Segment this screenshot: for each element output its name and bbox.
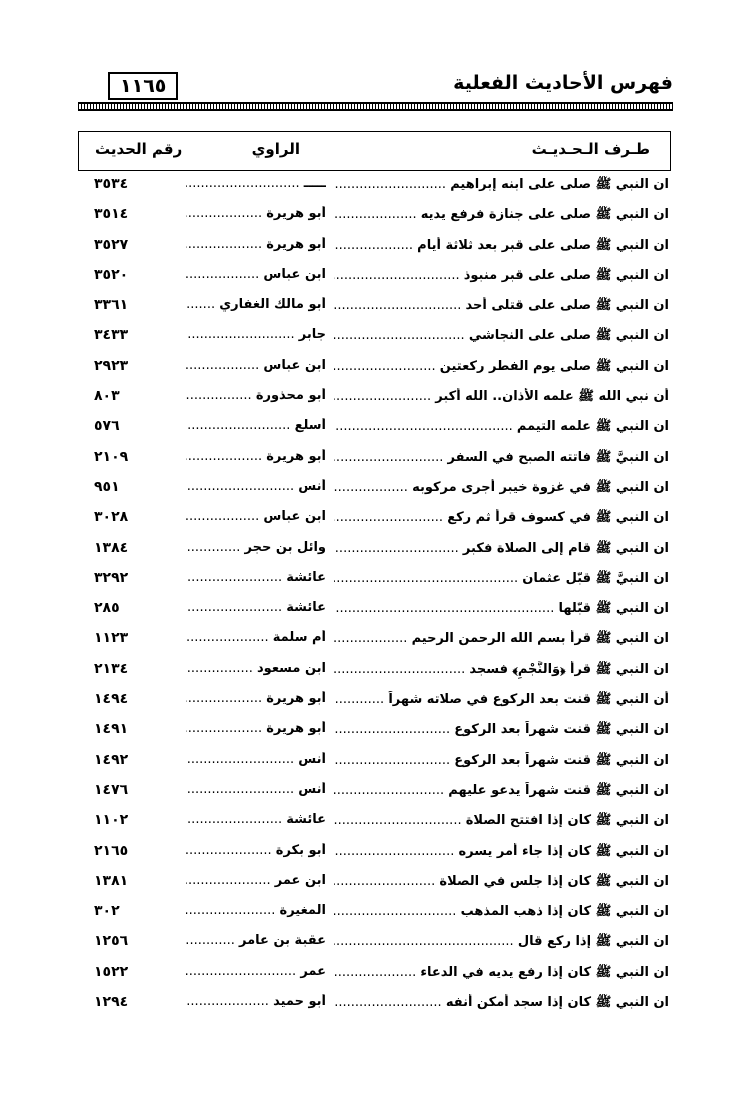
- hadith-text: ان النبي ﷺ كان إذا رفع يديه في الدعاء .....: [334, 964, 669, 983]
- hadith-text: ان النبي ﷺ صلى على جنازة فرفع يديه .....: [334, 206, 669, 225]
- index-list: [78, 176, 671, 1024]
- page-title: فهرس الأحاديث الفعلية: [453, 72, 673, 94]
- list-item: [78, 267, 671, 297]
- narrator: أم سلمة .....: [186, 630, 326, 645]
- hadith-number: ٢١٦٥: [94, 842, 129, 859]
- list-item: [78, 479, 671, 509]
- narrator: أبو مالك الغفاري .....: [186, 297, 326, 312]
- hadith-number: ٣٤٣٣: [94, 327, 129, 344]
- hadith-text: ان النبي ﷺ صلى على ابنه إبراهيم .....: [334, 176, 669, 195]
- hadith-text: ان النبي ﷺ قرأ بسم الله الرحمن الرحيم .....: [334, 630, 669, 649]
- narrator: ابن عباس .....: [186, 509, 326, 524]
- narrator: ابن عمر .....: [186, 873, 326, 888]
- hadith-text: ان النبي ﷺ صلى على النجاشي .....: [334, 327, 669, 346]
- list-item: [78, 449, 671, 479]
- hadith-text: أن نبي الله ﷺ علمه الأذان.. الله أكبر .....: [334, 388, 669, 407]
- narrator: أنس .....: [186, 479, 326, 494]
- hadith-number: ٩٥١: [94, 478, 120, 495]
- list-item: [78, 630, 671, 660]
- list-item: [78, 570, 671, 600]
- hadith-text: ان النبي ﷺ قبّلها .....: [334, 600, 669, 619]
- list-item: [78, 237, 671, 267]
- hadith-number: ١٣٨١: [94, 872, 129, 889]
- list-item: [78, 843, 671, 873]
- hadith-number: ١٢٩٤: [94, 994, 129, 1011]
- narrator: عائشة .....: [186, 812, 326, 827]
- list-item: [78, 176, 671, 206]
- narrator: أبو هريرة .....: [186, 449, 326, 464]
- hadith-text: ان النبي ﷺ صلى على قبر بعد ثلاثة أيام .....: [334, 237, 669, 256]
- hadith-number: ٥٧٦: [94, 418, 120, 435]
- narrator: عائشة .....: [186, 600, 326, 615]
- narrator: ـــــ .....: [186, 176, 326, 191]
- hadith-number: ١٤٩٢: [94, 751, 129, 768]
- hadith-number: ٣٥٣٤: [94, 176, 129, 192]
- narrator: عمر .....: [186, 964, 326, 979]
- narrator: أبو بكرة .....: [186, 843, 326, 858]
- hadith-number: ١٤٩٤: [94, 691, 129, 708]
- narrator: أبو محذورة .....: [186, 388, 326, 403]
- narrator: أبو هريرة .....: [186, 237, 326, 252]
- header-rule: [78, 102, 673, 111]
- hadith-number: ٣٠٢٨: [94, 509, 129, 526]
- hadith-text: ان النبيَّ ﷺ قبّل عثمان .....: [334, 570, 669, 589]
- hadith-text: ان النبي ﷺ علمه التيمم .....: [334, 418, 669, 437]
- hadith-text: ان النبي ﷺ كان إذا ذهب المذهب .....: [334, 903, 669, 922]
- list-item: [78, 752, 671, 782]
- list-item: [78, 873, 671, 903]
- column-header: [78, 131, 671, 171]
- list-item: [78, 933, 671, 963]
- hadith-number: ٣٥٢٠: [94, 266, 129, 283]
- hadith-number: ١٥٢٢: [94, 963, 129, 980]
- narrator: المغيرة .....: [186, 903, 326, 918]
- hadith-number: ٣٥٢٧: [94, 236, 129, 253]
- list-item: [78, 661, 671, 691]
- hadith-number: ١٤٩١: [94, 721, 129, 738]
- hadith-number: ٣٥١٤: [94, 206, 129, 223]
- hadith-text: ان النبي ﷺ كان إذا سجد أمكن أنفه .....: [334, 994, 669, 1013]
- hadith-text: ان النبي ﷺ في كسوف قرأ ثم ركع .....: [334, 509, 669, 528]
- narrator: وائل بن حجر .....: [186, 540, 326, 555]
- hadith-text: أن النبي ﷺ قنت بعد الركوع في صلاته شهراً .....: [334, 691, 669, 710]
- narrator: جابر .....: [186, 327, 326, 342]
- hadith-number: ١٢٥٦: [94, 933, 129, 950]
- page-number: ١١٦٥: [108, 72, 178, 100]
- hadith-number: ٢١٠٩: [94, 448, 129, 465]
- list-item: [78, 964, 671, 994]
- narrator: أبو هريرة .....: [186, 721, 326, 736]
- narrator: أبو هريرة .....: [186, 691, 326, 706]
- narrator: عقبة بن عامر .....: [186, 933, 326, 948]
- hadith-text: ان النبي ﷺ صلى على قتلى أحد .....: [334, 297, 669, 316]
- list-item: [78, 540, 671, 570]
- narrator: ابن عباس .....: [186, 267, 326, 282]
- list-item: [78, 782, 671, 812]
- hadith-text: ان النبي ﷺ كان إذا افتتح الصلاة .....: [334, 812, 669, 831]
- list-item: [78, 903, 671, 933]
- list-item: [78, 418, 671, 448]
- list-item: [78, 509, 671, 539]
- list-item: [78, 388, 671, 418]
- list-item: [78, 600, 671, 630]
- hadith-text: ان النبيَّ ﷺ فاتته الصبح في السفر .....: [334, 449, 669, 468]
- hadith-text: ان النبي ﷺ قنت شهراً يدعو عليهم .....: [334, 782, 669, 801]
- hadith-number: ١٤٧٦: [94, 781, 129, 798]
- hadith-text: ان النبي ﷺ كان إذا جلس في الصلاة .....: [334, 873, 669, 892]
- narrator: أنس .....: [186, 752, 326, 767]
- narrator: أبو هريرة .....: [186, 206, 326, 221]
- hadith-number: ٨٠٣: [94, 388, 120, 405]
- list-item: [78, 327, 671, 357]
- list-item: [78, 691, 671, 721]
- hadith-number: ٢٨٥: [94, 600, 120, 617]
- narrator: ابن مسعود .....: [186, 661, 326, 676]
- hadith-number: ٢١٣٤: [94, 660, 129, 677]
- hadith-number: ٣٣٦١: [94, 297, 129, 314]
- hadith-text: ان النبي ﷺ إذا ركع قال .....: [334, 933, 669, 952]
- hadith-text: ان النبي ﷺ قام إلى الصلاة فكبر .....: [334, 540, 669, 559]
- column-narrator-header: الراوي: [251, 140, 300, 158]
- hadith-text: ان النبي ﷺ قرأ ﴿وَالنَّجْمِ﴾ فسجد .....: [334, 661, 669, 680]
- narrator: عائشة .....: [186, 570, 326, 585]
- hadith-number: ٣٢٩٢: [94, 569, 129, 586]
- hadith-number: ٢٩٢٣: [94, 357, 129, 374]
- hadith-text: ان النبي ﷺ كان إذا جاء أمر يسره .....: [334, 843, 669, 862]
- narrator: أسلع .....: [186, 418, 326, 433]
- list-item: [78, 721, 671, 751]
- list-item: [78, 994, 671, 1024]
- hadith-number: ٣٠٢: [94, 903, 120, 920]
- narrator: أنس .....: [186, 782, 326, 797]
- hadith-text: ان النبي ﷺ في غزوة خيبر أجرى مركوبه .....: [334, 479, 669, 498]
- list-item: [78, 297, 671, 327]
- narrator: أبو حميد .....: [186, 994, 326, 1009]
- column-text-header: طـرف الـحـديـث: [531, 140, 650, 158]
- page-header: [78, 72, 673, 112]
- hadith-number: ١١٠٢: [94, 812, 129, 829]
- hadith-number: ١٣٨٤: [94, 539, 129, 556]
- hadith-text: ان النبي ﷺ قنت شهراً بعد الركوع .....: [334, 752, 669, 771]
- list-item: [78, 358, 671, 388]
- hadith-text: ان النبي ﷺ قنت شهراً بعد الركوع .....: [334, 721, 669, 740]
- column-number-header: رقم الحديث: [95, 140, 183, 158]
- hadith-text: ان النبي ﷺ صلى على قبر منبوذ .....: [334, 267, 669, 286]
- list-item: [78, 812, 671, 842]
- hadith-text: ان النبي ﷺ صلى يوم الفطر ركعتين .....: [334, 358, 669, 377]
- narrator: ابن عباس .....: [186, 358, 326, 373]
- list-item: [78, 206, 671, 236]
- hadith-number: ١١٢٣: [94, 630, 129, 647]
